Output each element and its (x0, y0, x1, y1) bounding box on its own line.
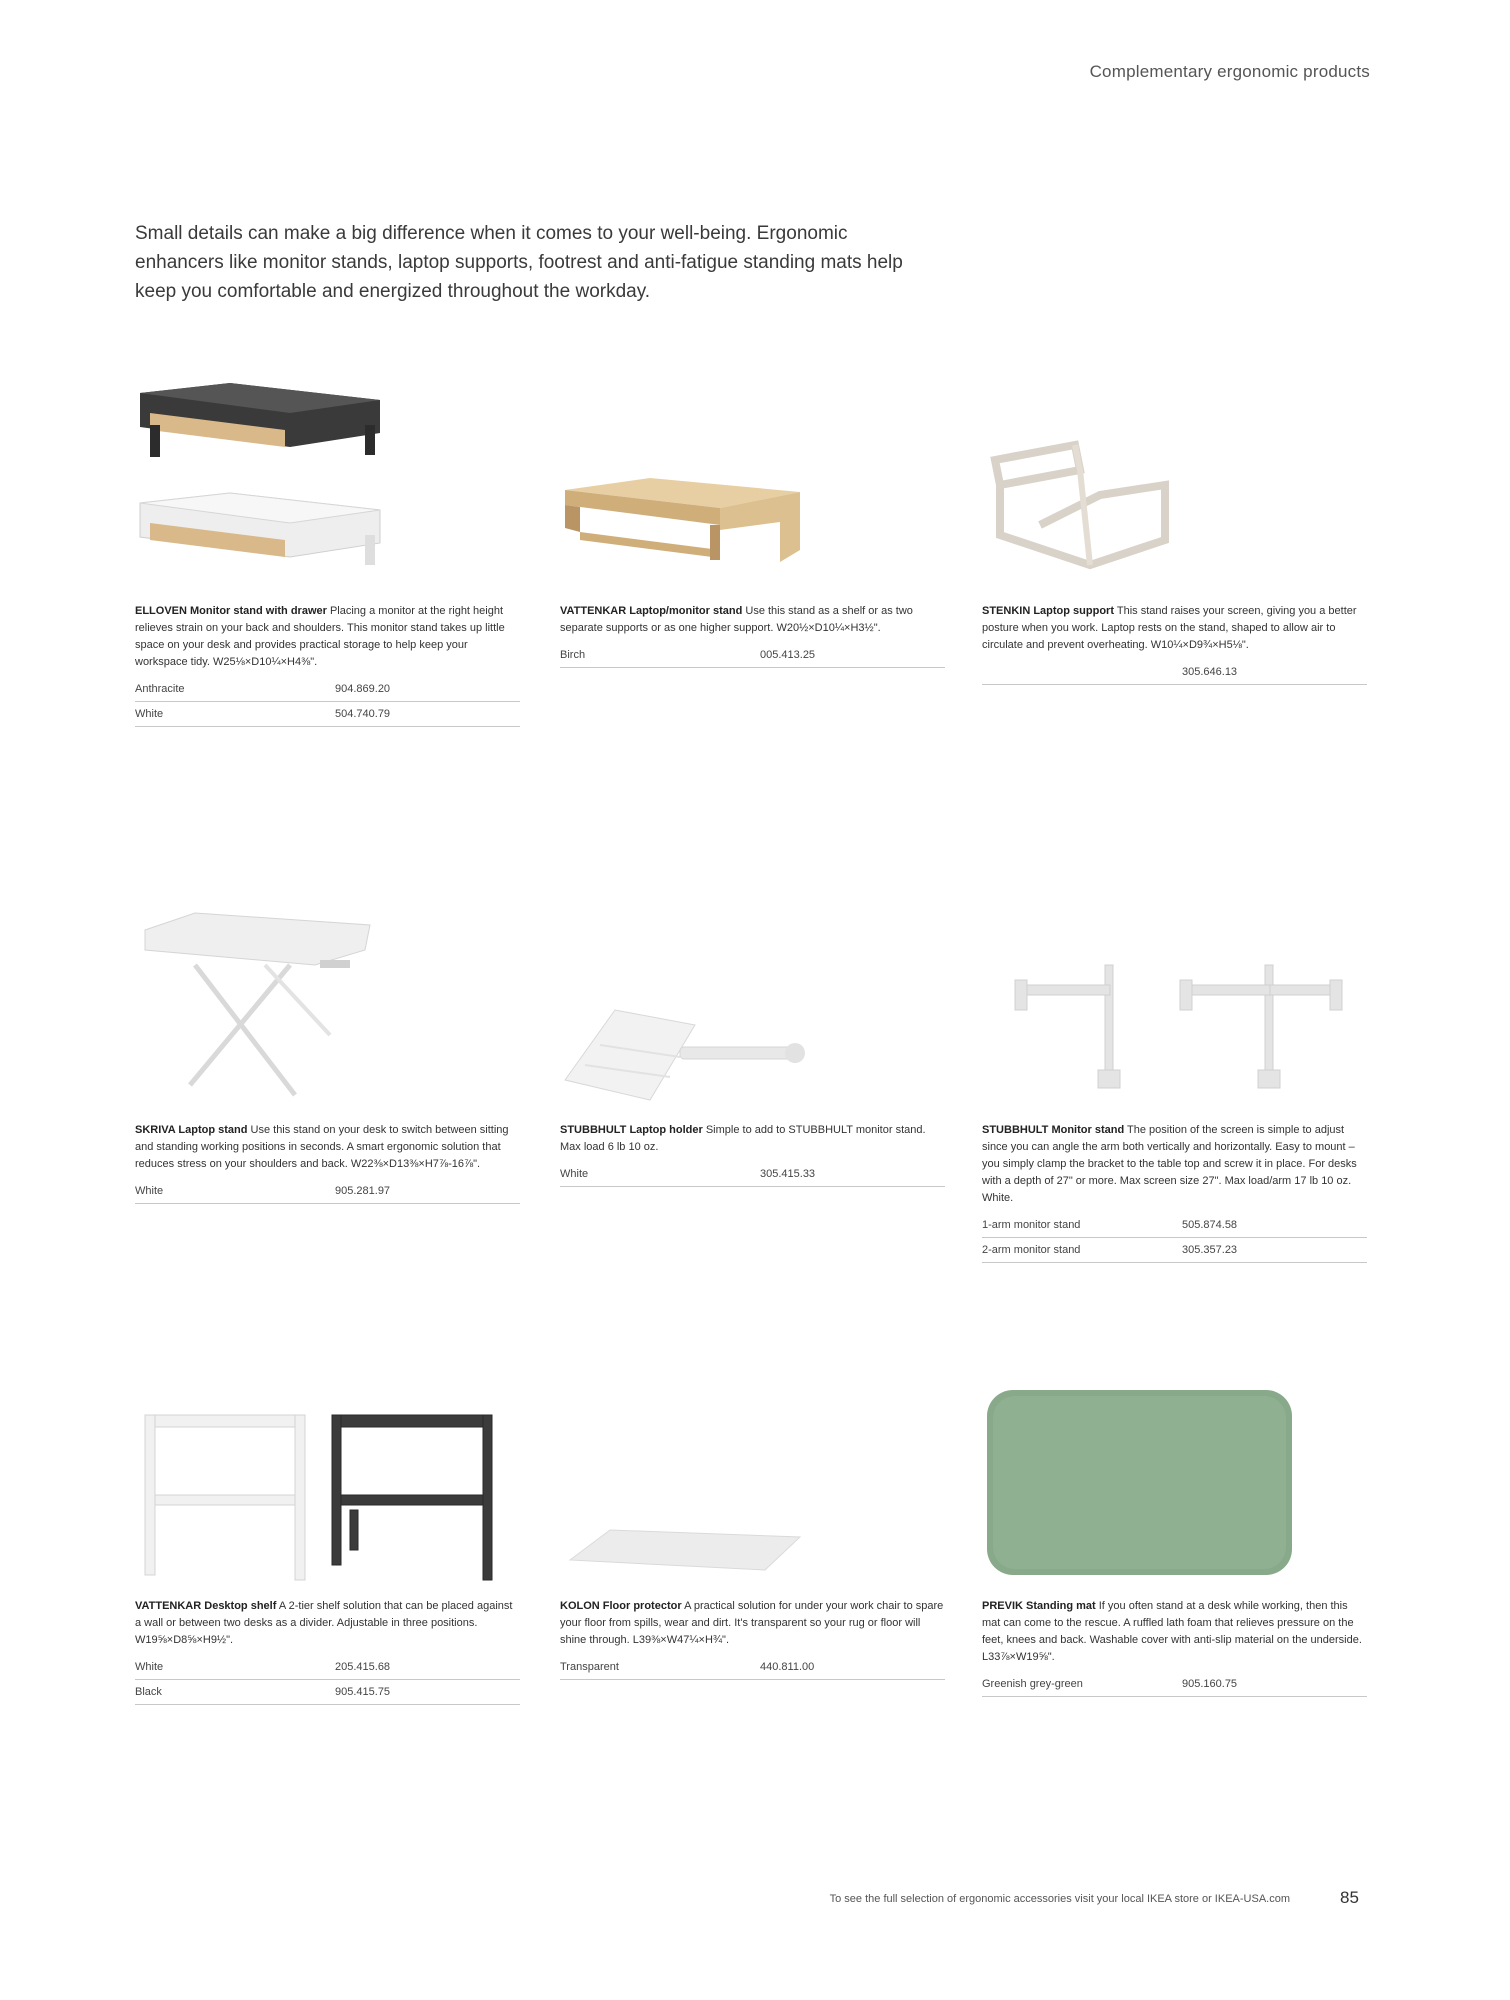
product-image-stenkin (980, 440, 1180, 580)
product-name: VATTENKAR Desktop shelf (135, 1600, 277, 1612)
product-image-skriva (135, 905, 375, 1105)
product-name: STUBBHULT Laptop holder (560, 1124, 703, 1136)
price-row: Transparent 440.811.00 (560, 1655, 945, 1680)
product-image-elloven (135, 375, 385, 585)
product-name: STUBBHULT Monitor stand (982, 1124, 1125, 1136)
product-stubbhult-laptop (560, 1122, 945, 1187)
product-vattenkar-stand (560, 603, 945, 668)
product-description: Simple to add to STUBBHULT monitor stand. Max load 6 lb 10 oz. (560, 1124, 926, 1153)
product-name: STENKIN Laptop support (982, 605, 1114, 617)
price-row: Anthracite 904.869.20 (135, 677, 520, 702)
price-row: Black 905.415.75 (135, 1680, 520, 1705)
product-image-previk (985, 1388, 1295, 1578)
product-name: SKRIVA Laptop stand (135, 1124, 248, 1136)
intro-paragraph: Small details can make a big difference when it comes to your well-being. Ergonomic enhancers like monitor stands, laptop supports, footrest and anti-fatigue standing mats help keep you comfortable and energized throughout the workday. (135, 223, 903, 302)
section-title: Complementary ergonomic products (1089, 62, 1370, 81)
product-kolon (560, 1598, 945, 1680)
product-stenkin (982, 603, 1367, 685)
price-row: 2-arm monitor stand 305.357.23 (982, 1238, 1367, 1263)
product-vattenkar-shelf (135, 1598, 520, 1705)
product-skriva (135, 1122, 520, 1204)
price-row: White 305.415.33 (560, 1162, 945, 1187)
product-image-stubbhult-monitor (1010, 960, 1350, 1090)
product-description: The position of the screen is simple to adjust since you can angle the arm both vertically and horizontally. Easy to mount – you simply clamp the bracket to the table top and screw it in place. For desks with a depth of 27" or more. Max screen size 27". Max load/arm 17 lb 10 oz. White. (982, 1124, 1357, 1204)
product-elloven (135, 603, 520, 727)
product-description: A practical solution for under your work chair to spare your floor from spills, wear and dirt. It's transparent so your rug or floor will shine through. L39⅜×W47¼×H¾". (560, 1600, 944, 1646)
product-image-vattenkar-shelf (140, 1410, 500, 1585)
price-row: White 205.415.68 (135, 1655, 520, 1680)
product-name: ELLOVEN Monitor stand with drawer (135, 605, 327, 617)
product-name: VATTENKAR Laptop/monitor stand (560, 605, 743, 617)
product-description: Use this stand as a shelf or as two separate supports or as one higher support. W20½×D10¼×H3½". (560, 605, 913, 634)
product-description: A 2-tier shelf solution that can be placed against a wall or between two desks as a divider. Adjustable in three positions. W19⅝×D8⅝×H9½". (135, 1600, 513, 1646)
price-row: 305.646.13 (982, 660, 1367, 685)
product-image-vattenkar-stand (560, 470, 810, 570)
price-row: Greenish grey-green 905.160.75 (982, 1672, 1367, 1697)
price-row: White 905.281.97 (135, 1179, 520, 1204)
page-number: 85 (1340, 1888, 1359, 1907)
product-description: Use this stand on your desk to switch between sitting and standing working positions in seconds. A smart ergonomic solution that reduces stress on your shoulders and back. W22⅜×D13⅜×H7⅞-16⅞". (135, 1124, 509, 1170)
footer-note: To see the full selection of ergonomic accessories visit your local IKEA store or IKEA-USA.com (829, 1893, 1290, 1905)
product-image-kolon (565, 1525, 805, 1575)
product-previk (982, 1598, 1367, 1697)
product-image-stubbhult-laptop (555, 1005, 825, 1105)
product-description: This stand raises your screen, giving you a better posture when you work. Laptop rests on the stand, shaped to allow air to circulate and prevent overheating. W10¼×D9¾×H5⅛". (982, 605, 1357, 651)
product-stubbhult-monitor (982, 1122, 1367, 1263)
price-row: White 504.740.79 (135, 702, 520, 727)
product-description: If you often stand at a desk while working, then this mat can come to the rescue. A ruffled lath foam that relieves pressure on the feet, knees and back. Washable cover with anti-slip material on the underside. L33⅞×W19⅝". (982, 1600, 1362, 1663)
product-name: PREVIK Standing mat (982, 1600, 1096, 1612)
product-name: KOLON Floor protector (560, 1600, 682, 1612)
price-row: Birch 005.413.25 (560, 643, 945, 668)
product-description: Placing a monitor at the right height relieves strain on your back and shoulders. This monitor stand takes up little space on your desk and provides practical storage to help keep your workspace tidy. W25⅛×D10¼×H4⅜". (135, 605, 505, 668)
price-row: 1-arm monitor stand 505.874.58 (982, 1213, 1367, 1238)
